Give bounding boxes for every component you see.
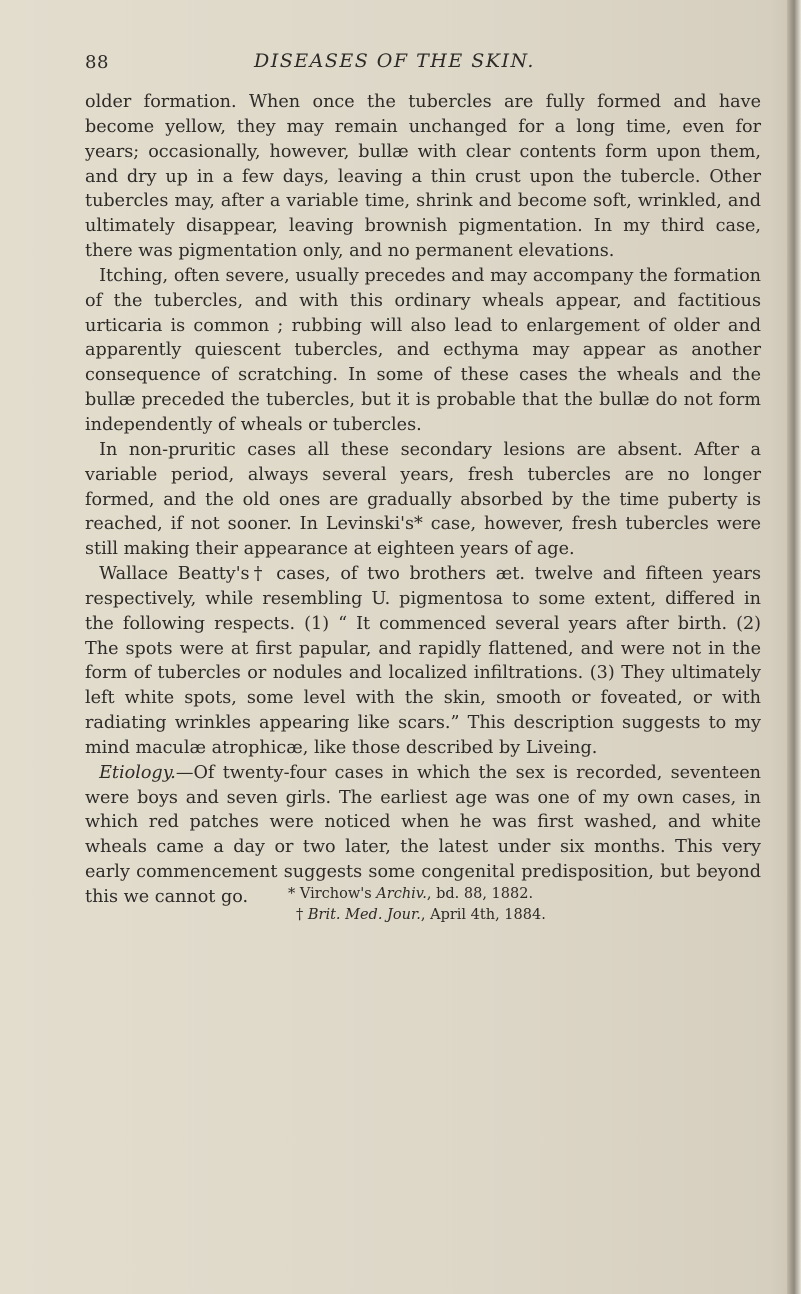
etiology-text: —Of twenty-four cases in which the sex is recorded, seventeen were boys and seven girls. The earliest age was one of my own cases, in which red patches were noticed when he was first washed, and white wheals came a day or two later, the latest under six months. This very early commencement suggests some congenital predisposition, but beyond this we cannot go. [85,762,761,907]
footnote-virchow: * Virchow's Archiv., bd. 88, 1882. [288,886,534,902]
paragraph-non-pruritic: In non-pruritic cases all these secondary lesions are absent. After a variable period, always several years, fresh tubercles are no longer formed, and the old ones are gradually absorbed by the time puberty is reached, if not sooner. In Levinski's* case, however, fresh tubercles were still making their appearance at eighteen years of age. [85,439,761,560]
paragraph-itching: Itching, often severe, usually precedes and may accompany the formation of the tubercles, and with this ordinary wheals appear, and factitious urticaria is common ; rubbing will also lead to enlargement of older and apparently quiescent tubercles, and ecthyma may appear as another consequence of scratching. In some of these cases the wheals and the bullæ preceded the tubercles, but it is probable that the bullæ do not form independently of wheals or tubercles. [85,265,761,435]
page-header [0,50,801,80]
body-text [85,90,761,910]
paragraph-beatty-cases: Wallace Beatty's† cases, of two brothers æt. twelve and fifteen years respectively, while resembling U. pigmentosa to some extent, differed in the following respects. (1) “ It commenced several years after birth. (2) The spots were at first papular, and rapidly flattened, and were not in the form of tubercles or nodules and localized infiltrations. (3) They ultimately left white spots, some level with the skin, smooth or foveated, or with radiating wrinkles appearing like scars.” This description suggests to my mind maculæ atrophicæ, like those described by Liveing. [85,564,761,758]
page-edge-shadow [787,0,801,1294]
etiology-heading: Etiology. [99,762,176,783]
footnotes [85,884,761,926]
footnote-brit-med: † Brit. Med. Jour., April 4th, 1884. [296,907,546,923]
page-number: 88 [85,52,109,73]
paragraph-continuation: older formation. When once the tubercles are fully formed and have become yellow, they may remain unchanged for a long time, even for years; occasionally, however, bullæ with clear contents form upon them, and dry up in a few days, leaving a thin crust upon the tubercle. Other tubercles may, after a variable time, shrink and become soft, wrinkled, and ultimately disappear, leaving brownish pigmentation. In my third case, there was pigmentation only, and no permanent elevations. [85,92,761,262]
running-head: DISEASES OF THE SKIN. [254,50,535,72]
